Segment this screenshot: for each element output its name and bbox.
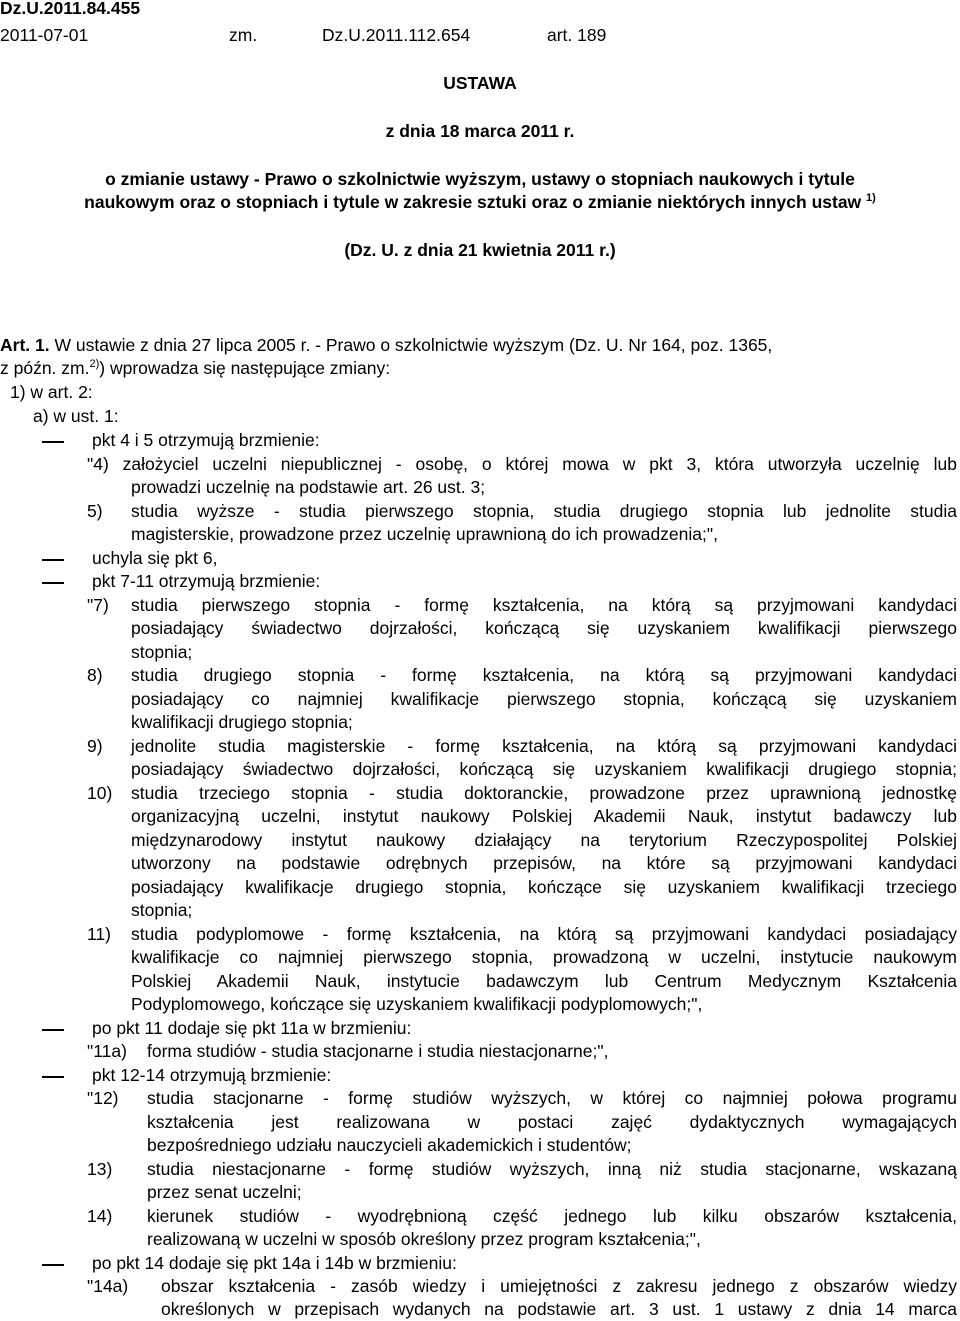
amendment-pkt-7-11: pkt 7-11 otrzymują brzmienie: [92,571,321,591]
item-a: a) w ust. 1: [33,406,119,426]
point-8-line-2: posiadający co najmniej kwalifikacje pierwszego stopnia, kończącą się uzyskaniem [131,689,957,709]
point-11-line-3: Polskiej Akademii Nauk, instytucie badawczym lub Centrum Medycznym Kształcenia [131,971,957,991]
act-subject-line-1: o zmianie ustawy - Prawo o szkolnictwie wyższym, ustawy o stopniach naukowych i tytule [105,169,855,189]
point-10-line-3: międzynarodowy instytut naukowy działający na terytorium Rzeczypospolitej Polskiej [131,830,957,850]
footnote-marker: 2) [89,358,100,370]
point-12-number: "12) [87,1088,119,1108]
point-5-number: 5) [87,501,103,521]
point-11-line-1: studia podyplomowe - formę kształcenia, na którą są przyjmowani kandydaci posiadający [131,924,957,944]
act-date: z dnia 18 marca 2011 r. [385,121,575,141]
amendment-add-pkt-11a: po pkt 11 dodaje się pkt 11a w brzmieniu: [92,1018,412,1038]
point-14a-line-2: określonych w przepisach wydanych na podstawie art. 3 ust. 1 ustawy z dnia 14 marca [161,1299,957,1319]
amendment-pkt-4-5: pkt 4 i 5 otrzymują brzmienie: [92,430,320,450]
publication-reference: (Dz. U. z dnia 21 kwietnia 2011 r.) [344,240,616,260]
point-5-line-1: studia wyższe - studia pierwszego stopnia, studia drugiego stopnia lub jednolite studia [131,501,957,521]
point-14-line-2: realizowaną w uczelni w sposób określony przez program kształcenia;", [147,1229,701,1249]
point-14-line-1: kierunek studiów - wyodrębnioną część jednego lub kilku obszarów kształcenia, [147,1206,957,1226]
point-12-line-3: bezpośredniego udziału nauczycieli akademickich i studentów; [147,1135,632,1155]
point-4-line-1: "4) założyciel uczelni niepublicznej - osobę, o której mowa w pkt 3, która utworzyła uczelnię lub [87,454,957,474]
point-8-line-3: kwalifikacji drugiego stopnia; [131,712,353,732]
point-9-number: 9) [87,736,103,756]
amendment-pkt-12-14: pkt 12-14 otrzymują brzmienie: [92,1065,332,1085]
point-13-line-2: przez senat uczelni; [147,1182,302,1202]
point-7-number: "7) [87,595,109,615]
point-10-number: 10) [87,783,113,803]
point-11a-number: "11a) [87,1041,127,1061]
article-reference: art. 189 [547,25,607,45]
item-1: 1) w art. 2: [10,382,93,402]
point-11-line-2: kwalifikacje co najmniej pierwszego stopnia, prowadzoną w uczelni, instytucie naukowym [131,947,957,967]
header-date: 2011-07-01 [0,25,89,45]
point-5-line-2: magisterskie, prowadzone przez uczelnię uprawnioną do ich prowadzenia;", [131,524,718,544]
footnote-marker: 1) [866,192,876,204]
change-word: zm. [229,25,258,45]
point-10-line-5: posiadający kwalifikacje drugiego stopnia, kończące się uzyskaniem kwalifikacji trzeciego [131,877,957,897]
point-11-number: 11) [87,924,111,944]
point-14-number: 14) [87,1206,113,1226]
article-intro-line-2: z późn. zm.$^{2)}$) wprowadza się następujące zmiany: [0,358,391,378]
point-14a-line-1: obszar kształcenia - zasób wiedzy i umiejętności z zakresu jednego z obszarów wiedzy [161,1276,957,1296]
point-8-line-1: studia drugiego stopnia - formę kształcenia, na którą są przyjmowani kandydaci [131,665,957,685]
point-4-line-2: prowadzi uczelnię na podstawie art. 26 ust. 3; [131,477,486,497]
dash-marker [42,1076,64,1078]
point-7-line-2: posiadający świadectwo dojrzałości, kończącą się uzyskaniem kwalifikacji pierwszego [131,618,957,638]
point-11-line-4: Podyplomowego, kończące się uzyskaniem kwalifikacji podyplomowych;", [131,994,703,1014]
point-13-line-1: studia niestacjonarne - formę studiów wyższych, inną niż studia stacjonarne, wskazaną [147,1159,957,1179]
point-10-line-4: utworzony na podstawie odrębnych przepisów, na które są przyjmowani kandydaci [131,853,957,873]
dash-marker [42,1264,64,1266]
article-label: Art. 1. [0,335,50,355]
point-12-line-1: studia stacjonarne - formę studiów wyższych, w której co najmniej połowa programu [147,1088,957,1108]
change-reference: Dz.U.2011.112.654 [322,25,471,45]
dash-marker [42,582,64,584]
act-title: USTAWA [443,73,517,93]
point-7-line-1: studia pierwszego stopnia - formę kształcenia, na którą są przyjmowani kandydaci [131,595,957,615]
point-13-number: 13) [87,1159,113,1179]
point-11a-line-1: forma studiów - studia stacjonarne i studia niestacjonarne;", [147,1041,609,1061]
dash-marker [42,1029,64,1031]
point-10-line-6: stopnia; [131,900,193,920]
amendment-add-pkt-14a-14b: po pkt 14 dodaje się pkt 14a i 14b w brzmieniu: [92,1253,457,1273]
act-subject-line-2: naukowym oraz o stopniach i tytule w zakresie sztuki oraz o zmianie niektórych innych ustaw $^{1)}$ [84,192,876,212]
point-10-line-1: studia trzeciego stopnia - studia doktoranckie, prowadzone przez uprawnioną jednostkę [131,783,957,803]
source-reference: Dz.U.2011.84.455 [0,0,141,18]
dash-marker [42,559,64,561]
point-9-line-2: posiadający świadectwo dojrzałości, kończącą się uzyskaniem kwalifikacji drugiego stopnia; [131,759,957,779]
point-8-number: 8) [87,665,103,685]
point-9-line-1: jednolite studia magisterskie - formę kształcenia, na którą są przyjmowani kandydaci [131,736,957,756]
point-7-line-3: stopnia; [131,642,193,662]
dash-marker [42,441,64,443]
article-intro-line-1: Art. 1. W ustawie z dnia 27 lipca 2005 r. - Prawo o szkolnictwie wyższym (Dz. U. Nr 164, poz. 1365, [0,335,773,355]
point-10-line-2: organizacyjną uczelni, instytut naukowy Polskiej Akademii Nauk, instytut badawczy lub [131,806,957,826]
amendment-repeal-pkt-6: uchyla się pkt 6, [92,548,218,568]
point-12-line-2: kształcenia jest realizowana w postaci zajęć dydaktycznych wymagających [147,1112,957,1132]
point-14a-number: "14a) [87,1276,129,1296]
